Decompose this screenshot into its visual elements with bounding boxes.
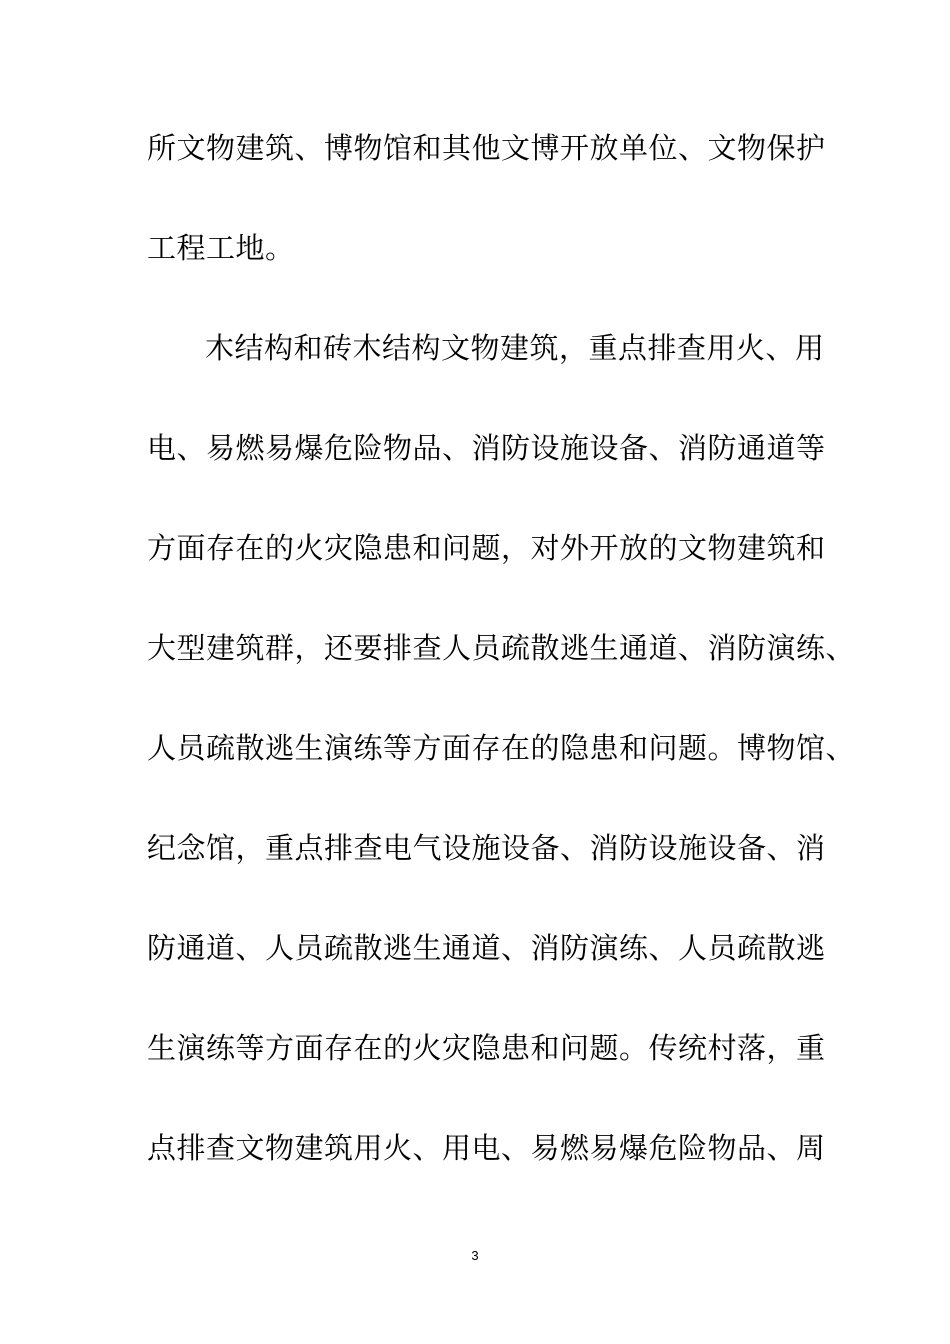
text-line: 生演练等方面存在的火灾隐患和问题。传统村落，重 [147,1031,826,1065]
text-line: 点排查文物建筑用火、用电、易燃易爆危险物品、周 [147,1131,826,1165]
text-line: 防通道、人员疏散逃生通道、消防演练、人员疏散逃 [147,931,826,965]
paragraph-start-line: 木结构和砖木结构文物建筑，重点排查用火、用 [205,331,825,365]
text-line: 人员疏散逃生演练等方面存在的隐患和问题。博物馆、 [147,731,856,765]
page-number: 3 [471,1248,479,1263]
text-line: 纪念馆，重点排查电气设施设备、消防设施设备、消 [147,831,826,865]
text-line: 工程工地。 [147,231,295,265]
text-line: 所文物建筑、博物馆和其他文博开放单位、文物保护 [147,131,826,165]
text-line: 方面存在的火灾隐患和问题，对外开放的文物建筑和 [147,531,826,565]
text-line: 电、易燃易爆危险物品、消防设施设备、消防通道等 [147,431,826,465]
text-line: 大型建筑群，还要排查人员疏散逃生通道、消防演练、 [147,631,856,665]
